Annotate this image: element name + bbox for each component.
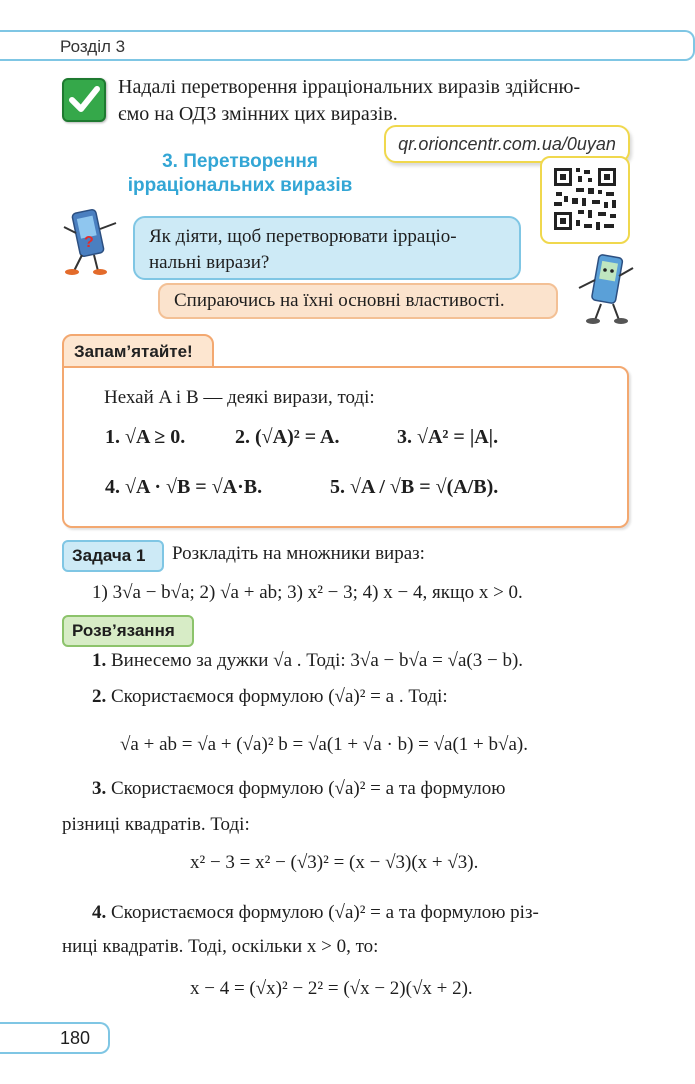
note-line-1: Надалі перетворення ірраціональних виразів здійсню- <box>118 76 581 98</box>
formula-1: 1. √A ≥ 0. <box>105 426 186 448</box>
formula-3: 3. √A² = |A|. <box>397 426 499 448</box>
step-3: 3. Скористаємося формулою (√a)² = a та формулою <box>92 778 506 799</box>
dialog-answer: Спираючись на їхні основні властивості. <box>158 283 558 319</box>
formula-4: 4. √A · √B = √A·B. <box>105 476 263 498</box>
note-text <box>118 74 638 128</box>
formula-5: 5. √A / √B = √(A/B). <box>330 476 499 498</box>
step-2-math: √a + ab = √a + (√a)² b = √a(1 + √a · b) = √a(1 + b√a). <box>120 734 528 755</box>
step-1-math: 3√a − b√a = √a(3 − b). <box>350 650 524 671</box>
section-title: 3. Перетворення ірраціональних виразів <box>127 151 353 196</box>
step-4-math: x − 4 = (√x)² − 2² = (√x − 2)(√x + 2). <box>190 978 473 999</box>
step-1: 1. Винесемо за дужки √a . Тоді: 3√a − b√a = √a(3 − b). <box>92 650 524 671</box>
solution-tag: Розв’язання <box>62 615 194 647</box>
step-3-math: x² − 3 = x² − (√3)² = (x − √3)(x + √3). <box>190 852 479 873</box>
qr-code[interactable] <box>540 156 630 244</box>
checkmark-icon <box>62 78 106 122</box>
note-line-2: ємо на ОДЗ змінних цих виразів. <box>118 103 398 125</box>
task-items: 1) 3√a − b√a; 2) √a + ab; 3) x² − 3; 4) x − 4, якщо x > 0. <box>92 582 523 603</box>
phone-character-answer-icon <box>575 250 635 326</box>
qr-code-icon <box>542 158 628 242</box>
step-2: 2. Скористаємося формулою (√a)² = a . Тоді: <box>92 686 448 707</box>
page-number: 180 <box>60 1028 91 1048</box>
task-statement: Розкладіть на множники вираз: <box>172 543 425 564</box>
svg-text:?: ? <box>84 234 94 251</box>
section-label: Розділ 3 <box>60 37 126 56</box>
remember-tab: Запам’ятайте! <box>62 334 214 370</box>
page-number-box <box>0 1022 110 1054</box>
remember-intro: Нехай A і B — деякі вирази, тоді: <box>104 387 375 408</box>
dialog-question: Як діяти, щоб перетворювати ірраціо- нальні вирази? <box>133 216 521 280</box>
step-4: 4. Скористаємося формулою (√a)² = a та формулою різ- <box>92 902 539 923</box>
task-tag: Задача 1 <box>62 540 164 572</box>
formula-2: 2. (√A)² = A. <box>235 426 340 448</box>
phone-character-question-icon <box>60 205 120 275</box>
qr-link[interactable]: qr.orioncentr.com.ua/0uyan <box>384 125 630 163</box>
step-4-line-2: ниці квадратів. Тоді, оскільки x > 0, то: <box>62 936 379 957</box>
step-3-line-2: різниці квадратів. Тоді: <box>62 814 250 835</box>
section-header <box>0 30 695 61</box>
